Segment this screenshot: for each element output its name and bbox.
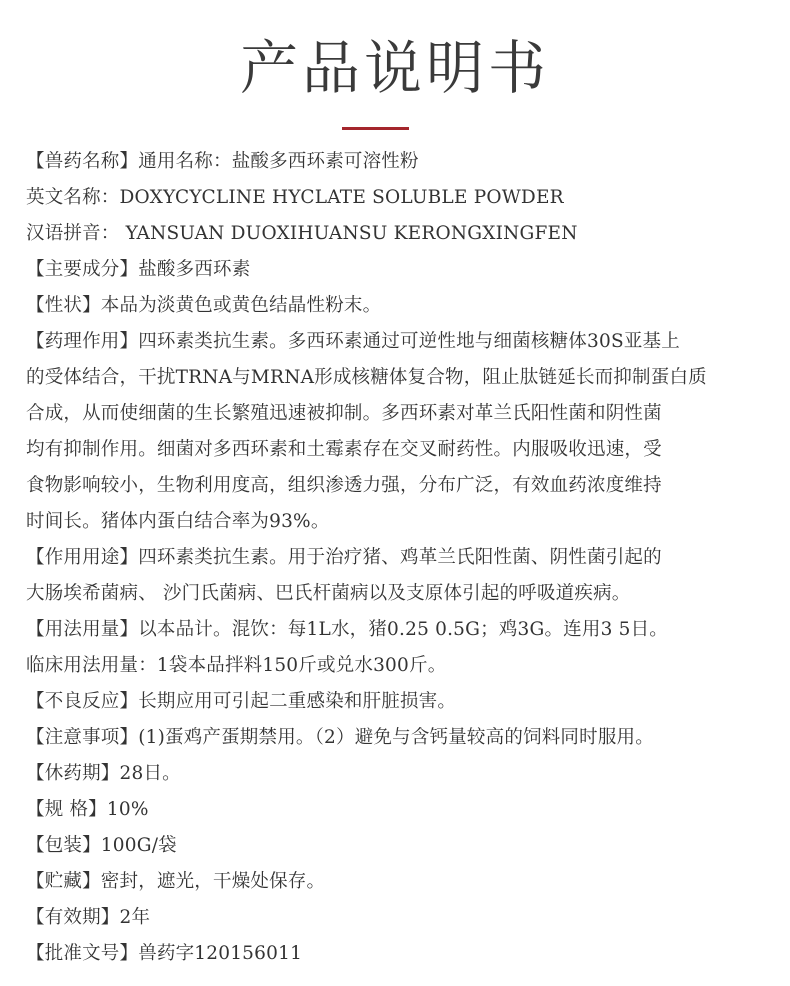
dosage-line: 临床用法用量：1袋本品拌料150斤或兑水300斤。 <box>26 655 447 676</box>
pharmacology-line: 均有抑制作用。细菌对多西环素和土霉素存在交叉耐药性。内服吸收迅速，受 <box>26 439 662 460</box>
pharmacology-line: 【药理作用】四环素类抗生素。多西环素通过可逆性地与细菌核糖体30S亚基上 <box>26 331 680 352</box>
pharmacology-line: 食物影响较小，生物利用度高，组织渗透力强，分布广泛，有效血药浓度维持 <box>26 475 662 496</box>
appearance-line: 【性状】本品为淡黄色或黄色结晶性粉末。 <box>26 295 382 316</box>
storage-line: 【贮藏】密封，遮光，干燥处保存。 <box>26 871 326 892</box>
precautions-line: 【注意事项】(1)蛋鸡产蛋期禁用。（2）避免与含钙量较高的饲料同时服用。 <box>26 727 654 748</box>
instructions-body <box>26 144 776 972</box>
specification-line: 【规 格】10% <box>26 799 149 820</box>
shelf-life-line: 【有效期】2年 <box>26 907 151 928</box>
packaging-line: 【包装】100G/袋 <box>26 835 177 856</box>
title-divider <box>342 127 409 130</box>
approval-number-line: 【批准文号】兽药字120156011 <box>26 943 303 964</box>
pharmacology-line: 合成，从而使细菌的生长繁殖迅速被抑制。多西环素对革兰氏阳性菌和阴性菌 <box>26 403 662 424</box>
pharmacology-line: 的受体结合，干扰TRNA与MRNA形成核糖体复合物，阻止肽链延长而抑制蛋白质 <box>26 367 707 388</box>
indications-line: 【作用用途】四环素类抗生素。用于治疗猪、鸡革兰氏阳性菌、阴性菌引起的 <box>26 547 662 568</box>
pinyin-line: 汉语拼音： YANSUAN DUOXIHUANSU KERONGXINGFEN <box>26 223 578 244</box>
english-name-line: 英文名称：DOXYCYCLINE HYCLATE SOLUBLE POWDER <box>26 187 564 208</box>
indications-line: 大肠埃希菌病、 沙门氏菌病、巴氏杆菌病以及支原体引起的呼吸道疾病。 <box>26 583 631 604</box>
adverse-reactions-line: 【不良反应】长期应用可引起二重感染和肝脏损害。 <box>26 691 457 712</box>
dosage-line: 【用法用量】以本品计。混饮：每1L水，猪0.25 0.5G；鸡3G。连用3 5日。 <box>26 619 668 640</box>
withdrawal-period-line: 【休药期】28日。 <box>26 763 181 784</box>
ingredients-line: 【主要成分】盐酸多西环素 <box>26 259 251 280</box>
drug-name-line: 【兽药名称】通用名称：盐酸多西环素可溶性粉 <box>26 151 419 172</box>
pharmacology-line: 时间长。猪体内蛋白结合率为93%。 <box>26 511 330 532</box>
page-title: 产品说明书 <box>239 34 550 102</box>
